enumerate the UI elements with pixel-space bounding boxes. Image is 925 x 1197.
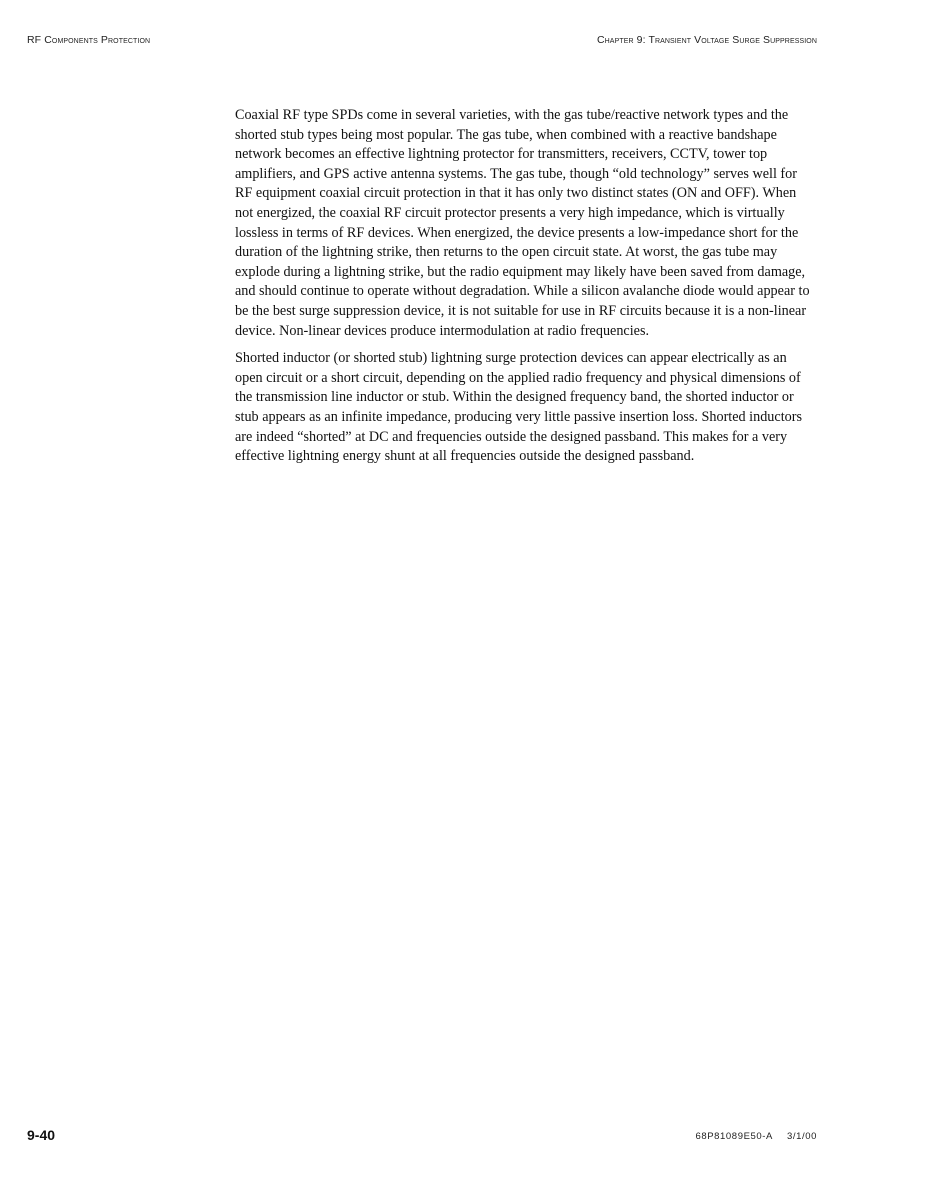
paragraph-shorted-inductor: Shorted inductor (or shorted stub) lightning surge protection devices can appear electrically as an open circuit or a short circuit, depending on the applied radio frequency and physical dimensions of the transmission line inductor or stub. Within the designed frequency band, the shorted inductor or stub appears as an infinite impedance, producing very little passive insertion loss. Shorted inductors are indeed “shorted” at DC and frequencies outside the designed passband. This makes for a very effective lightning energy shunt at all frequencies outside the designed passband. [235,350,802,465]
document-identifier [695,1131,817,1142]
running-header-chapter-title: Chapter 9: Transient Voltage Surge Suppression [596,34,817,46]
document-date: 3/1/00 [786,1131,817,1142]
running-header-section-title: RF Components Protection [27,34,151,46]
page-number: 9-40 [27,1127,56,1143]
paragraph-coaxial-rf-spds: Coaxial RF type SPDs come in several varieties, with the gas tube/reactive network types and the shorted stub types being most popular. The gas tube, when combined with a reactive bandshape network becomes an effective lightning protector for transmitters, receivers, CCTV, tower top amplifiers, and GPS active antenna systems. The gas tube, though “old technology” serves well for RF equipment coaxial circuit protection in that it has only two distinct states (ON and OFF). When not energized, the coaxial RF circuit protector presents a very high impedance, which is virtually lossless in terms of RF devices. When energized, the device presents a low-impedance short for the duration of the lightning strike, then returns to the open circuit state. At worst, the gas tube may explode during a lightning strike, but the radio equipment may likely have been saved from damage, and should continue to operate without degradation. While a silicon avalanche diode would appear to be the best surge suppression device, it is not suitable for use in RF circuits because it is a non-linear device. Non-linear devices produce intermodulation at radio frequencies. [235,107,810,339]
document-number: 68P81089E50-A [695,1131,773,1142]
body-text [235,106,817,475]
